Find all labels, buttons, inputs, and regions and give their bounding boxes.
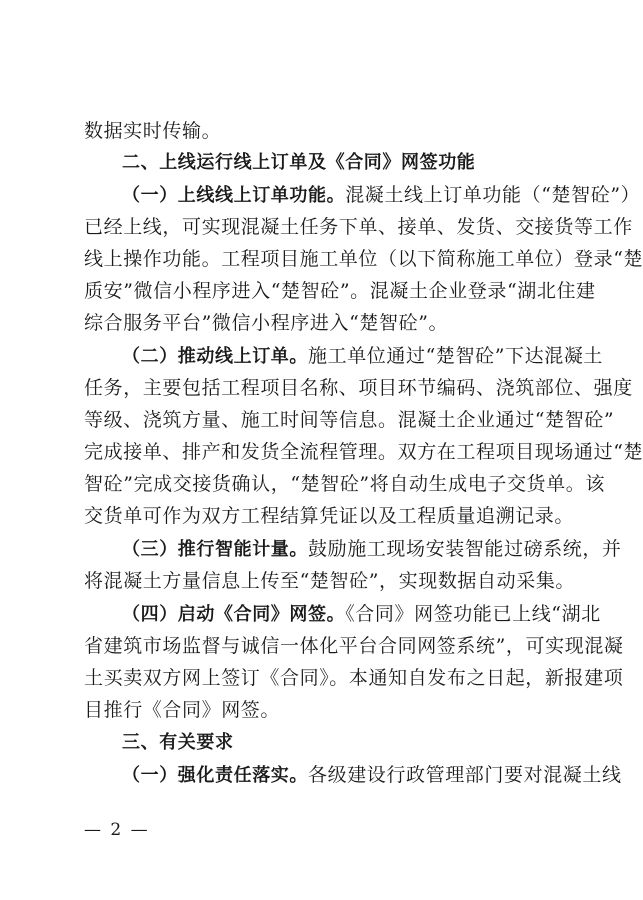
section-heading: 三、有关要求: [122, 732, 234, 753]
paragraph-line: 已经上线，可实现混凝土任务下单、接单、发货、交接货等工作: [84, 216, 633, 238]
paragraph-line: [122, 597, 601, 631]
paragraph-line: 任务，主要包括工程项目名称、项目环节编码、浇筑部位、强度: [84, 377, 633, 399]
paragraph-line: [122, 532, 622, 566]
paragraph-line: 数据实时传输。: [84, 120, 222, 142]
paragraph-line: 交货单可作为双方工程结算凭证以及工程质量追溯记录。: [84, 505, 575, 527]
paragraph-line: 等级、浇筑方量、施工时间等信息。混凝土企业通过“楚智砼”: [84, 409, 615, 431]
paragraph-text: 混凝土线上订单功能（“楚智砼”）: [345, 184, 641, 206]
paragraph-line: 目推行《合同》网签。: [84, 699, 281, 721]
subsection-title: （三）推行智能计量。: [122, 539, 308, 560]
paragraph-line: 土买卖双方网上签订《合同》。本通知自发布之日起，新报建项: [84, 667, 624, 689]
subsection-title: （一）上线线上订单功能。: [122, 185, 346, 206]
paragraph-line: 智砼”完成交接货确认，“楚智砼”将自动生成电子交货单。该: [84, 473, 605, 495]
paragraph-line: [122, 339, 604, 373]
subsection-title: （一）强化责任落实。: [122, 765, 308, 786]
paragraph-line: 综合服务平台”微信小程序进入“楚智砼”。: [84, 312, 449, 334]
paragraph-text: 施工单位通过“楚智砼”下达混凝土: [308, 345, 604, 367]
paragraph-line: 线上操作功能。工程项目施工单位（以下简称施工单位）登录“楚: [84, 248, 643, 270]
subsection-title: （四）启动《合同》网签。: [122, 604, 346, 625]
paragraph-text: 鼓励施工现场安装智能过磅系统，并: [308, 538, 622, 560]
page-number: — 2 —: [84, 820, 150, 840]
section-heading: 二、上线运行线上订单及《合同》网签功能: [122, 152, 476, 173]
paragraph-line: 省建筑市场监督与诚信一体化平台合同网签系统”，可实现混凝: [84, 635, 624, 657]
subsection-title: （二）推动线上订单。: [122, 346, 308, 367]
paragraph-line: [122, 178, 641, 212]
paragraph-line: 将混凝土方量信息上传至“楚智砼”，实现数据自动采集。: [84, 570, 576, 592]
paragraph-text: 《合同》网签功能已上线“湖北: [345, 603, 601, 625]
paragraph-line: 质安”微信小程序进入“楚智砼”。混凝土企业登录“湖北住建: [84, 280, 596, 302]
paragraph-line: [122, 758, 622, 792]
paragraph-text: 各级建设行政管理部门要对混凝土线: [308, 764, 622, 786]
paragraph-line: 完成接单、排产和发货全流程管理。双方在工程项目现场通过“楚: [84, 441, 643, 463]
